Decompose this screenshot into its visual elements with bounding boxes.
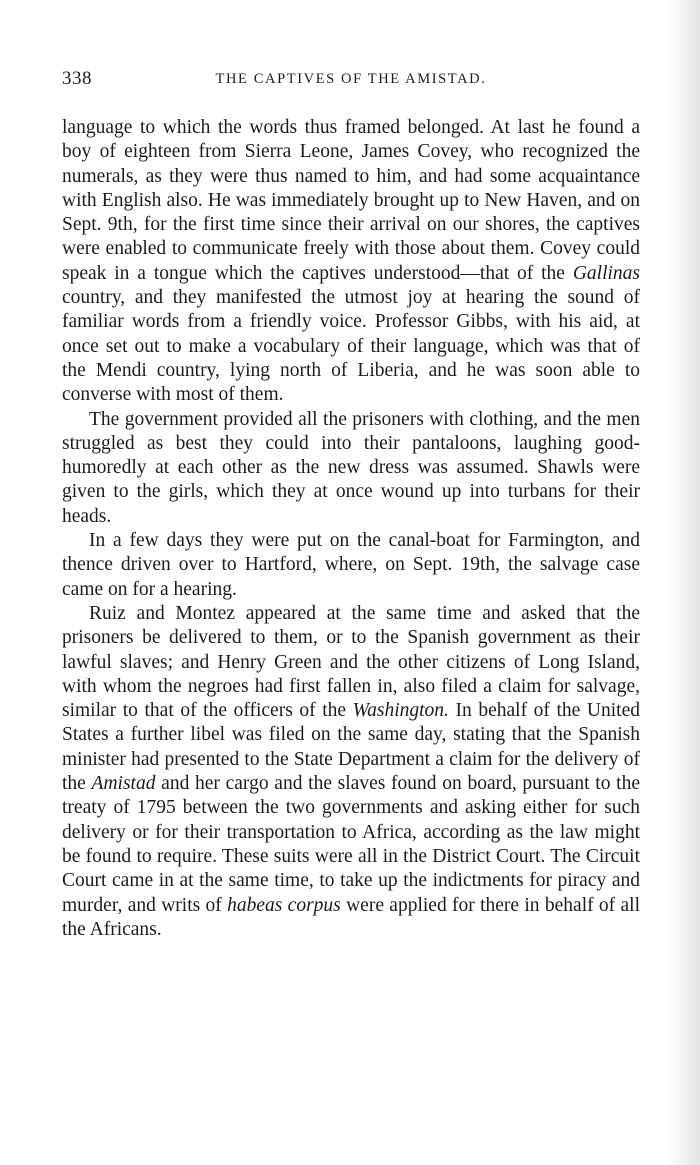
paragraph	[62, 529, 640, 602]
paragraph	[62, 408, 640, 529]
running-title: THE CAPTIVES OF THE AMISTAD.	[215, 71, 487, 87]
text-run: were applied for there in behalf of all the Africans.	[62, 894, 640, 940]
page-edge-shadow	[668, 0, 700, 1165]
text-run: and her cargo and the slaves found on board, pursuant to the treaty of 1795 between the two governments and asking either for such delivery or for their transportation to Africa, according as the law might be found to require. These suits were all in the District Court. The Circuit Court came in at the same time, to take up the indictments for piracy and murder, and writs of	[62, 773, 640, 916]
paragraph	[62, 602, 640, 942]
text-run: In behalf of the United States a further libel was filed on the same day, stating that the Spanish minister had presented to the State Department a claim for the delivery of the	[62, 700, 640, 795]
paragraph	[62, 116, 640, 408]
page-header	[62, 68, 640, 98]
text-run: In a few days they were put on the canal-boat for Farmington, and thence driven over to Hartford, where, on Sept. 19th, the salvage case came on for a hearing.	[62, 530, 640, 600]
text-run: The government provided all the prisoners with clothing, and the men struggled as best they could into their pantaloons, laughing good-humoredly at each other as the new dress was assumed. Shawls were given to the girls, which they at once wound up into turbans for their heads.	[62, 408, 640, 527]
italic-text: Amistad	[91, 773, 156, 795]
text-run: language to which the words thus framed belonged. At last he found a boy of eighteen from Sierra Leone, James Covey, who recognized the numerals, as they were thus named to him, and had some acquaintance with English also. He was immediately brought up to New Haven, and on Sept. 9th, for the first time since their arrival on our shores, the captives were enabled to communicate freely with those about them. Covey could speak in a tongue which the captives understood—that of the	[62, 117, 640, 284]
italic-text: Washington.	[352, 700, 449, 722]
italic-text: habeas corpus	[227, 894, 341, 916]
text-run: country, and they manifested the utmost joy at hearing the sound of familiar words from a friendly voice. Professor Gibbs, with his aid, at once set out to make a vocabulary of their language, which was that of the Mendi country, lying north of Liberia, and he was soon able to converse with most of them.	[62, 287, 640, 406]
page-number: 338	[62, 68, 92, 89]
text-run: Ruiz and Montez appeared at the same time and asked that the prisoners be delivered to them, or to the Spanish government as their lawful slaves; and Henry Green and the other citizens of Long Island, with whom the negroes had first fallen in, also filed a claim for salvage, similar to that of the officers of the	[62, 602, 640, 722]
italic-text: Gallinas	[572, 262, 640, 284]
body-text	[62, 116, 640, 942]
